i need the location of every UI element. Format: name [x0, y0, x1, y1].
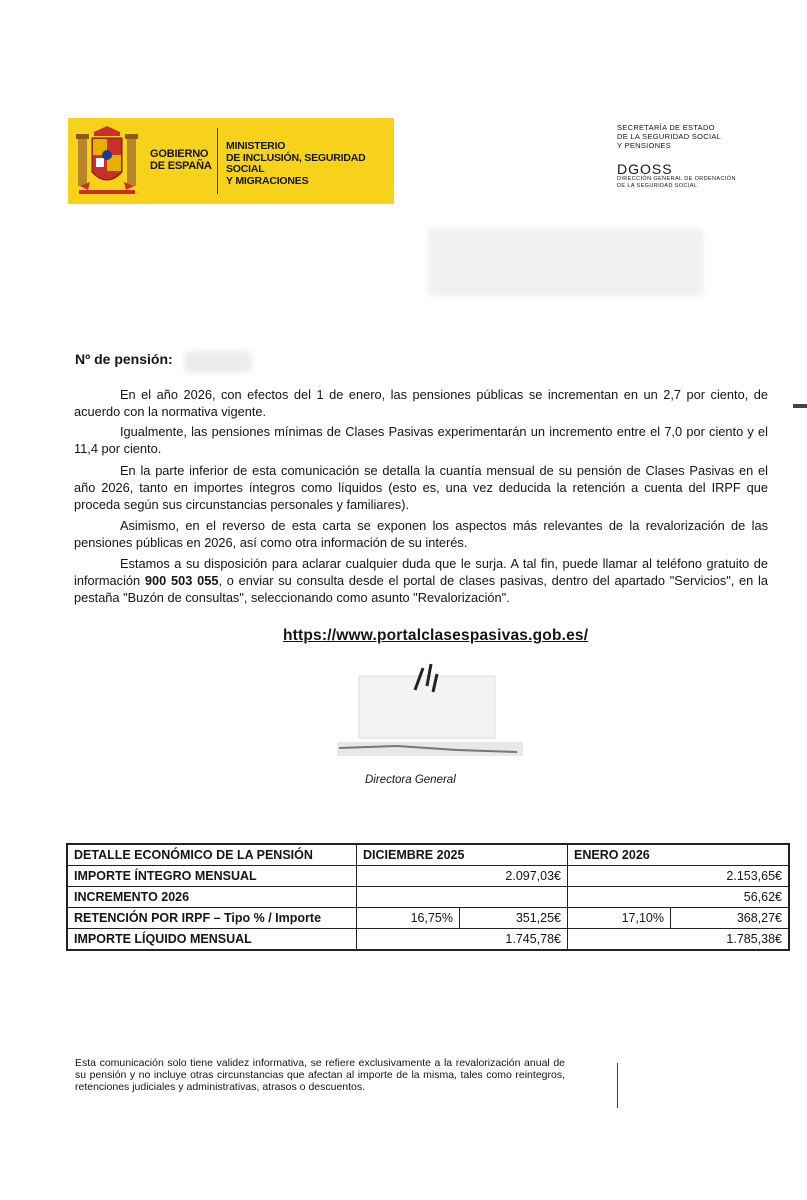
portal-link[interactable]: https://www.portalclasespasivas.gob.es/: [283, 627, 589, 644]
paragraph-contacto: [74, 555, 768, 606]
row-liquido-label: IMPORTE LÍQUIDO MENSUAL: [67, 929, 357, 951]
row-incremento-diciembre: [357, 887, 568, 908]
logo-divider: [217, 128, 218, 194]
phone-number: 900 503 055: [144, 573, 219, 588]
gobierno-line-1: GOBIERNO: [150, 148, 209, 160]
row-incremento-enero: 56,62€: [568, 887, 790, 908]
row-integro-enero: 2.153,65€: [568, 866, 790, 887]
paragraph-detalle: [74, 462, 768, 513]
row-integro-label: IMPORTE ÍNTEGRO MENSUAL: [67, 866, 357, 887]
paragraph-minimas: [74, 423, 768, 457]
paragraph-2-text: Igualmente, las pensiones mínimas de Clases Pasivas experimentarán un incremento entre el 7,0 por ciento y el 11,4 por ciento.: [74, 424, 768, 456]
ministerio-line-1: MINISTERIO: [226, 140, 286, 152]
table-row: [67, 929, 789, 951]
dgoss-sub-line-2: DE LA SEGURIDAD SOCIAL: [617, 183, 698, 189]
row-retencion-label: RETENCIÓN POR IRPF – Tipo % / Importe: [67, 908, 357, 929]
paragraph-4-text: Asimismo, en el reverso de esta carta se exponen los aspectos más relevantes de la revalorización de las pensiones públicas en 2026, así como otra información de su interés.: [74, 518, 768, 550]
dgoss-logo: DGOSS: [617, 161, 673, 177]
paragraph-3-text: En la parte inferior de esta comunicación se detalla la cuantía mensual de su pensión de Clases Pasivas en el año 2026, tanto en importes íntegros como líquidos (esto es, una vez deducida la retención a cuenta del IRPF que proceda según sus circunstancias personales y familiares).: [74, 463, 768, 512]
redacted-signature: [337, 660, 527, 770]
dgoss-sub-line-1: DIRECCIÓN GENERAL DE ORDENACIÓN: [617, 176, 736, 182]
row-incremento-label: INCREMENTO 2026: [67, 887, 357, 908]
ministerio-line-2: DE INCLUSIÓN, SEGURIDAD SOCIAL: [226, 151, 366, 175]
paragraph-5a-text: Estamos a su disposición para aclarar cualquier duda que le surja. A tal fin, puede llamar al teléfono gratuito de información: [74, 556, 768, 588]
row-retencion-diciembre-pct: 16,75%: [357, 908, 460, 929]
row-liquido-enero: 1.785,38€: [568, 929, 790, 951]
secretaria-line-1: SECRETARÍA DE ESTADO: [617, 123, 715, 132]
table-header-enero: ENERO 2026: [568, 844, 790, 866]
row-retencion-enero-importe: 368,27€: [671, 908, 790, 929]
paragraph-revalorizacion: [74, 386, 768, 420]
secretaria-line-3: Y PENSIONES: [617, 141, 672, 150]
ministerio-line-3: Y MIGRACIONES: [226, 174, 309, 187]
secretaria-label: [617, 123, 767, 150]
table-header-row: [67, 844, 789, 866]
signature-title: Directora General: [365, 774, 456, 786]
table-row: [67, 887, 789, 908]
paragraph-1-text: En el año 2026, con efectos del 1 de enero, las pensiones públicas se incrementan en un 2,7 por ciento, de acuerdo con la normativa vigente.: [74, 387, 768, 419]
gobierno-espana-label: [150, 148, 212, 172]
dgoss-subtitle: [617, 176, 787, 190]
row-retencion-enero-pct: 17,10%: [568, 908, 671, 929]
table-row: [67, 908, 789, 929]
redacted-pension-number: [185, 352, 251, 372]
table-header-diciembre: DICIEMBRE 2025: [357, 844, 568, 866]
ministerio-label: [226, 141, 396, 187]
footer-mark: [617, 1063, 618, 1108]
table-row: [67, 866, 789, 887]
gobierno-line-2: DE ESPAÑA: [150, 160, 212, 172]
margin-mark: [793, 404, 807, 408]
table-header-label: DETALLE ECONÓMICO DE LA PENSIÓN: [67, 844, 357, 866]
footer-disclaimer: Esta comunicación solo tiene validez informativa, se refiere exclusivamente a la revalorización anual de su pensión y no incluye otras circunstancias que afectan al importe de la misma, tales como reintegros, retenciones judiciales y administrativas, atrasos o descuentos.: [75, 1057, 565, 1093]
paragraph-reverso: [74, 517, 768, 551]
secretaria-line-2: DE LA SEGURIDAD SOCIAL: [617, 132, 722, 141]
coat-of-arms-icon: [76, 124, 138, 198]
pension-number-label: Nº de pensión:: [75, 351, 173, 367]
redacted-address: [428, 228, 703, 296]
row-liquido-diciembre: 1.745,78€: [357, 929, 568, 951]
row-retencion-diciembre-importe: 351,25€: [460, 908, 568, 929]
paragraph-5b-text: , o enviar su consulta desde el portal de clases pasivas, dentro del apartado "Servicios", en la pestaña "Buzón de consultas", seleccionando como asunto "Revalorización".: [74, 573, 769, 605]
row-integro-diciembre: 2.097,03€: [357, 866, 568, 887]
pension-detail-table: [66, 843, 790, 951]
